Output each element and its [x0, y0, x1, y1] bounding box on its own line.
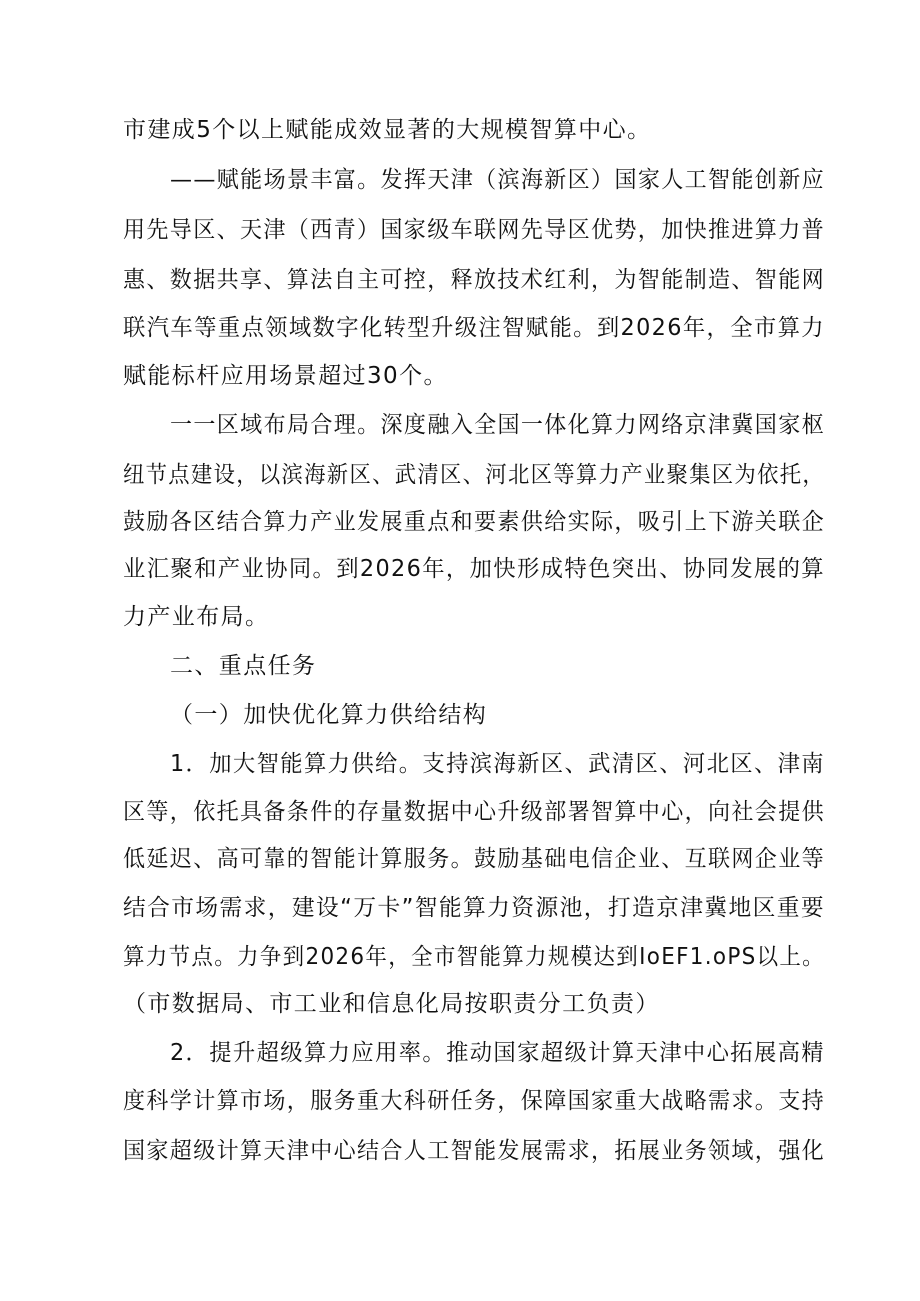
text-line: 纽节点建设，以滨海新区、武清区、河北区等算力产业聚集区为依托，	[123, 462, 826, 488]
text-line: 一一区域布局合理。深度融入全国一体化算力网络京津冀国家枢	[170, 412, 825, 438]
text-line: 联汽车等重点领域数字化转型升级注智赋能。到2026年，全市算力	[123, 315, 825, 341]
text-line: 算力节点。力争到2026年，全市智能算力规模达到IoEF1.oPS以上。	[123, 944, 826, 970]
text-line: 赋能标杆应用场景超过30个。	[123, 363, 448, 389]
text-line: 力产业布局。	[123, 604, 270, 630]
text-line: 业汇聚和产业协同。到2026年，加快形成特色突出、协同发展的算	[123, 556, 825, 582]
text-line: 1．加大智能算力供给。支持滨海新区、武清区、河北区、津南	[170, 751, 826, 777]
text-line: 结合市场需求，建设“万卡”智能算力资源池，打造京津冀地区重要	[123, 895, 826, 921]
section-heading: 二、重点任务	[170, 653, 317, 679]
text-line: 惠、数据共享、算法自主可控，释放技术红利，为智能制造、智能网	[123, 267, 825, 293]
text-line: ——赋能场景丰富。发挥天津（滨海新区）国家人工智能创新应	[170, 167, 825, 193]
text-line: 2．提升超级算力应用率。推动国家超级计算天津中心拓展高精	[170, 1040, 826, 1066]
text-line: 度科学计算市场，服务重大科研任务，保障国家重大战略需求。支持	[123, 1088, 825, 1114]
text-line: 鼓励各区结合算力产业发展重点和要素供给实际，吸引上下游关联企	[123, 509, 825, 535]
text-line: 市建成5个以上赋能成效显著的大规模智算中心。	[123, 117, 652, 143]
text-line: 用先导区、天津（西青）国家级车联网先导区优势，加快推进算力普	[123, 217, 825, 243]
text-line: 国家超级计算天津中心结合人工智能发展需求，拓展业务领域，强化	[123, 1138, 825, 1164]
text-line: 区等，依托具备条件的存量数据中心升级部署智算中心，向社会提供	[123, 799, 825, 825]
subsection-heading: （一）加快优化算力供给结构	[170, 702, 488, 728]
text-line: （市数据局、市工业和信息化局按职责分工负责）	[123, 991, 660, 1017]
text-line: 低延迟、高可靠的智能计算服务。鼓励基础电信企业、互联网企业等	[123, 846, 825, 872]
